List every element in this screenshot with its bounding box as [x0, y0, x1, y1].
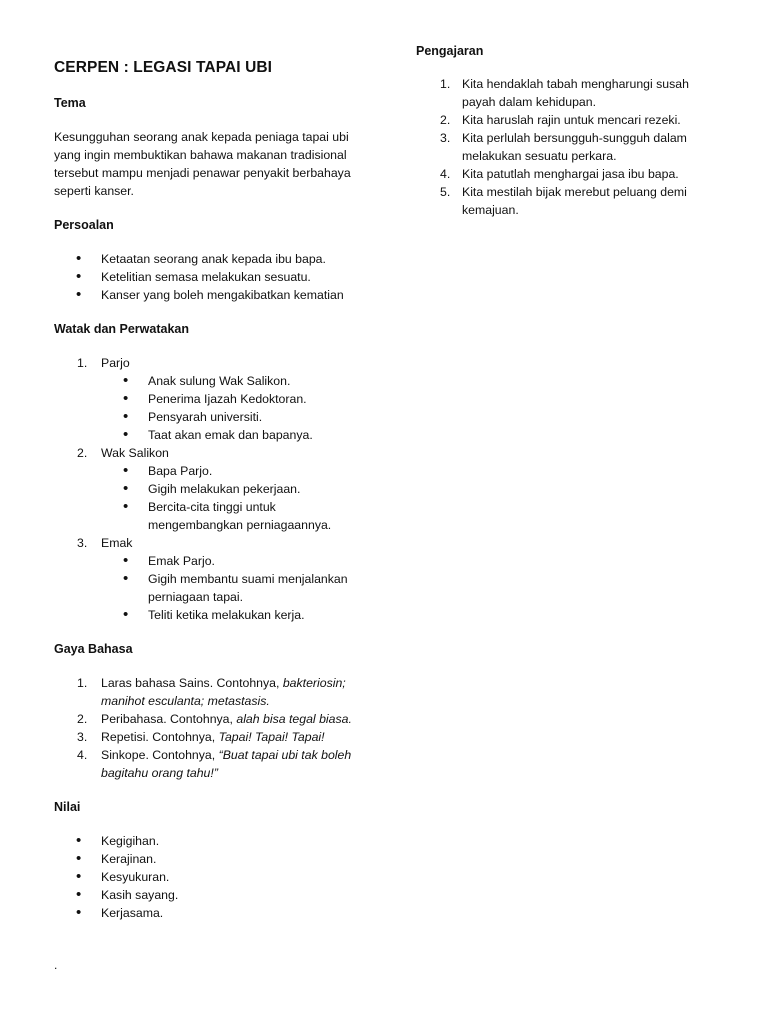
- watak-heading: Watak dan Perwatakan: [54, 322, 190, 336]
- lesson-text: Kita haruslah rajin untuk mencari rezeki.: [462, 113, 681, 127]
- style-example: “Buat tapai ubi tak boleh bagitahu orang tahu!”: [101, 748, 352, 780]
- character-name: Parjo: [101, 356, 130, 370]
- list-item: • Kasih sayang.: [54, 886, 374, 904]
- list-number: 1.: [77, 676, 88, 690]
- list-item: • Penerima Ijazah Kedoktoran.: [101, 390, 374, 408]
- list-number: 2.: [77, 712, 88, 726]
- list-item: • Bapa Parjo.: [101, 462, 374, 480]
- list-item: [54, 674, 374, 710]
- footer-mark: .: [54, 958, 58, 972]
- list-item: • Taat akan emak dan bapanya.: [101, 426, 374, 444]
- list-number: 3.: [77, 536, 88, 550]
- list-item: [54, 728, 374, 746]
- style-example: bakteriosin; manihot esculanta; metastasis.: [101, 676, 346, 708]
- trait-list: [101, 372, 374, 444]
- character-item: [54, 354, 374, 444]
- list-item: [416, 165, 716, 183]
- tema-text: Kesungguhan seorang anak kepada peniaga tapai ubi yang ingin membuktikan bahawa makanan tradisional tersebut mampu menjadi penawar penyakit berbahaya seperti kanser.: [54, 130, 351, 198]
- list-item: • Kerjasama.: [54, 904, 374, 922]
- list-number: 1.: [440, 77, 451, 91]
- nilai-heading: Nilai: [54, 800, 81, 814]
- list-item: • Ketaatan seorang anak kepada ibu bapa.: [54, 250, 374, 268]
- character-item: [54, 444, 374, 534]
- lesson-text: Kita perlulah bersungguh-sungguh dalam melakukan sesuatu perkara.: [462, 131, 687, 163]
- left-column: [54, 58, 374, 922]
- list-number: 3.: [440, 131, 451, 145]
- list-item: [416, 111, 716, 129]
- list-item: • Pensyarah universiti.: [101, 408, 374, 426]
- lesson-text: Kita mestilah bijak merebut peluang demi kemajuan.: [462, 185, 687, 217]
- list-number: 4.: [440, 167, 451, 181]
- style-text: Sinkope. Contohnya,: [101, 748, 219, 762]
- trait-list: [101, 552, 374, 624]
- persoalan-list: [54, 250, 374, 304]
- trait-list: [101, 462, 374, 534]
- character-name: Wak Salikon: [101, 446, 169, 460]
- nilai-list: [54, 832, 374, 922]
- list-item: [54, 710, 374, 728]
- pengajaran-list: [416, 75, 716, 219]
- list-number: 2.: [440, 113, 451, 127]
- style-text: Repetisi. Contohnya,: [101, 730, 219, 744]
- character-name: Emak: [101, 536, 133, 550]
- character-item: [54, 534, 374, 624]
- list-number: 5.: [440, 185, 451, 199]
- list-number: 2.: [77, 446, 88, 460]
- list-item: • Bercita-cita tinggi untuk mengembangkan perniagaannya.: [101, 498, 374, 534]
- list-item: [416, 129, 716, 165]
- style-example: alah bisa tegal biasa.: [236, 712, 352, 726]
- list-item: [416, 183, 716, 219]
- list-item: • Gigih membantu suami menjalankan perniagaan tapai.: [101, 570, 374, 606]
- list-item: • Teliti ketika melakukan kerja.: [101, 606, 374, 624]
- pengajaran-heading: Pengajaran: [416, 44, 484, 58]
- list-number: 3.: [77, 730, 88, 744]
- tema-heading: Tema: [54, 96, 86, 110]
- list-item: [54, 746, 374, 782]
- list-item: • Ketelitian semasa melakukan sesuatu.: [54, 268, 374, 286]
- list-item: • Gigih melakukan pekerjaan.: [101, 480, 374, 498]
- lesson-text: Kita patutlah menghargai jasa ibu bapa.: [462, 167, 679, 181]
- right-column: [416, 42, 716, 219]
- list-number: 1.: [77, 356, 88, 370]
- list-item: • Kerajinan.: [54, 850, 374, 868]
- list-item: • Emak Parjo.: [101, 552, 374, 570]
- style-example: Tapai! Tapai! Tapai!: [218, 730, 325, 744]
- gaya-list: [54, 674, 374, 782]
- list-item: [416, 75, 716, 111]
- watak-list: [54, 354, 374, 624]
- list-number: 4.: [77, 748, 88, 762]
- lesson-text: Kita hendaklah tabah mengharungi susah payah dalam kehidupan.: [462, 77, 689, 109]
- list-item: • Kesyukuran.: [54, 868, 374, 886]
- style-text: Peribahasa. Contohnya,: [101, 712, 237, 726]
- list-item: • Kegigihan.: [54, 832, 374, 850]
- list-item: • Kanser yang boleh mengakibatkan kematian: [54, 286, 374, 304]
- list-item: • Anak sulung Wak Salikon.: [101, 372, 374, 390]
- gaya-heading: Gaya Bahasa: [54, 642, 133, 656]
- persoalan-heading: Persoalan: [54, 218, 114, 232]
- page-title: CERPEN : LEGASI TAPAI UBI: [54, 59, 273, 76]
- style-text: Laras bahasa Sains. Contohnya,: [101, 676, 283, 690]
